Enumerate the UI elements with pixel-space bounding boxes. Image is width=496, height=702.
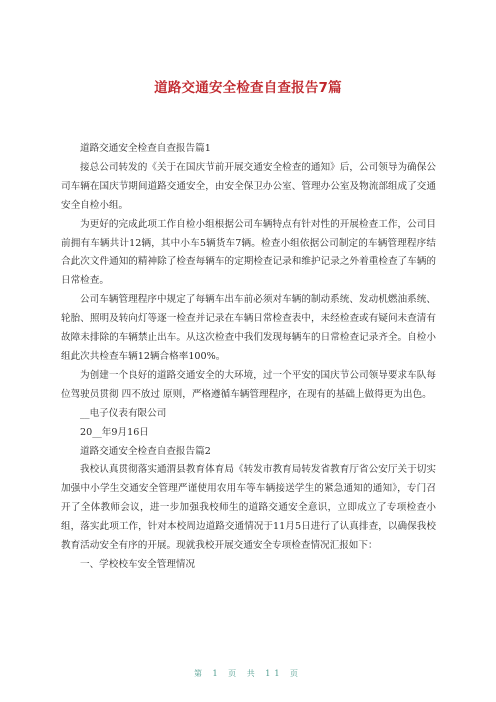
page-number: 第 1 页 共 11 页 (194, 669, 302, 678)
section-heading-2: 道路交通安全检查自查报告篇2 (80, 445, 211, 457)
subsection-heading: 一、学校校车安全管理情况 (80, 558, 196, 570)
document-body (61, 140, 436, 575)
section-heading-1: 道路交通安全检查自查报告篇1 (80, 143, 211, 154)
paragraph: 我校认真贯彻落实通渭县教育体育局《转发市教育局转发省教育厅省公安厅关于切实加强中小学生交通安全管理严谨使用农用车等车辆接送学生的紧急通知的通知》，专门召开了全体教师会议，进一步加强我校师生的道路交通安全意识，立即成立了专项检查小组，落实此项工作，针对本校周边道路交通情况于11月5日进行了认真排查，以确保我校教育活动安全有序的开展。现就我校开展交通安全专项检查情况汇报如下： (61, 464, 436, 552)
paragraph: 为创建一个良好的道路交通安全的大环境，过一个平安的国庆节公司领导要求车队每位驾驶员贯彻 四不放过 原则，严格遵循车辆管理程序，在现有的基础上做得更为出色。 (61, 369, 436, 400)
signature-company: __电子仪表有限公司 (80, 407, 167, 419)
paragraph: 公司车辆管理程序中规定了每辆车出车前必须对车辆的制动系统、发动机燃油系统、轮胎、照明及转向灯等逐一检查并记录在车辆日常检查表中，未经检查或有疑问未查清有故障未排除的车辆禁止出车。从这次检查中我们发现每辆车的日常检查记录齐全。自检小组此次共检查车辆12辆合格率100%。 (61, 294, 436, 362)
paragraph: 为更好的完成此项工作自检小组根据公司车辆特点有针对性的开展检查工作，公司目前拥有车辆共计12辆，其中小车5辆货车7辆。检查小组依据公司制定的车辆管理程序结合此次文件通知的精神除了检查每辆车的定期检查记录和维护记录之外着重检查了车辆的日常检查。 (61, 218, 436, 287)
signature-date: 20__年9月16日 (80, 426, 149, 438)
document-title: 道路交通安全检查自查报告7篇 (154, 80, 342, 96)
paragraph: 接总公司转发的《关于在国庆节前开展交通安全检查的通知》后，公司领导为确保公司车辆在国庆节期间道路交通安全，由安全保卫办公室、管理办公室及物流部组成了交通安全自检小组。 (61, 161, 436, 211)
